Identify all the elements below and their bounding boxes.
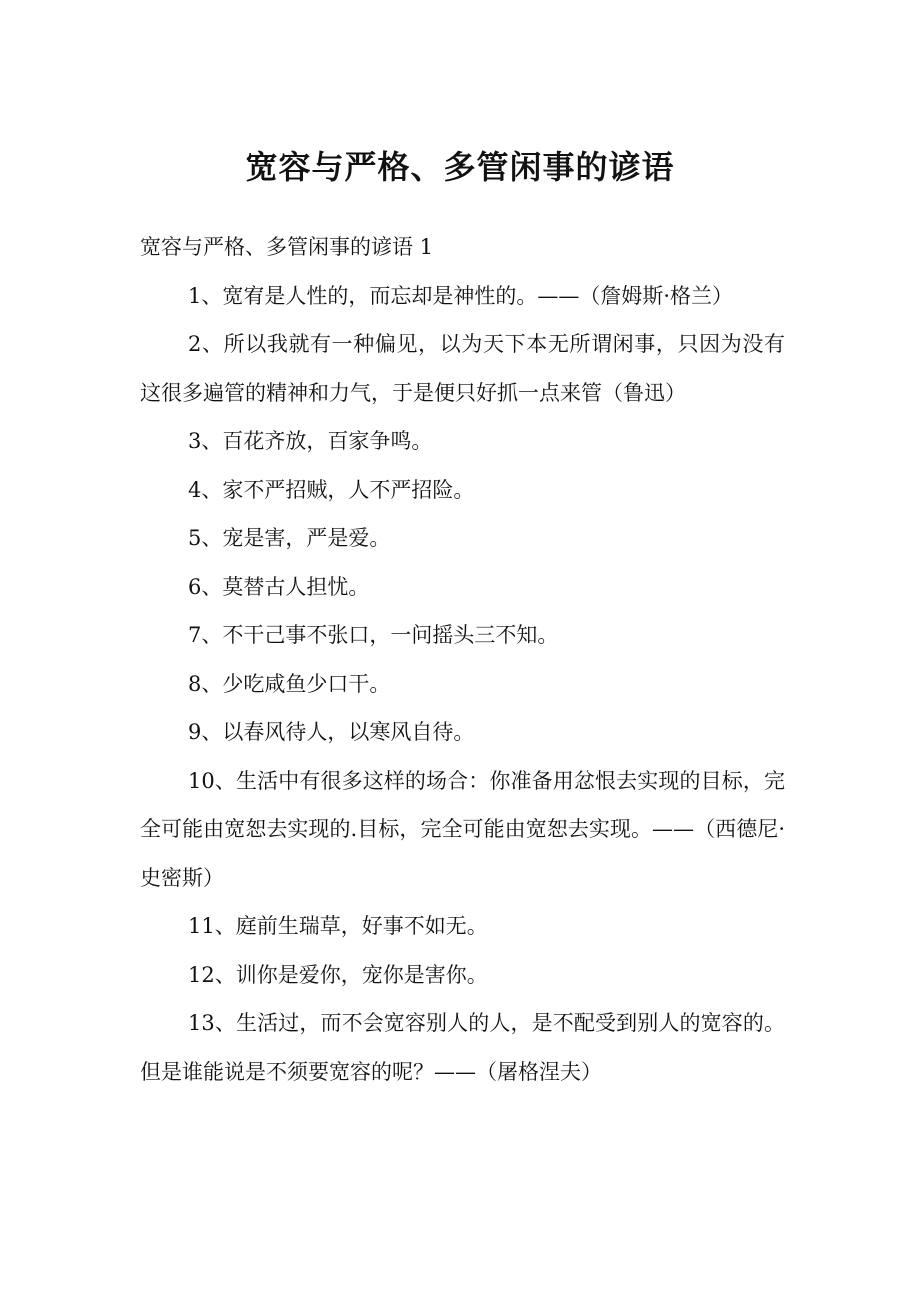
proverb-item-7: 7、不干己事不张口，一问摇头三不知。 <box>188 623 559 647</box>
document-body <box>140 223 785 1096</box>
proverb-item-6: 6、莫替古人担忧。 <box>188 574 370 599</box>
proverb-item-1: 1、宽宥是人性的，而忘却是神性的。——（詹姆斯·格兰） <box>188 283 734 308</box>
proverb-item-3: 3、百花齐放，百家争鸣。 <box>188 429 433 453</box>
proverb-item-12: 12、训你是爱你，宠你是害你。 <box>188 962 488 987</box>
proverb-item-4: 4、家不严招贼，人不严招险。 <box>188 477 475 502</box>
document-title: 宽容与严格、多管闲事的谚语 <box>245 148 675 186</box>
proverb-item-13: 13、生活过，而不会宽容别人的人，是不配受到别人的宽容的。但是谁能说是不须要宽容的呢？——（屠格涅夫） <box>140 1011 785 1084</box>
proverb-item-8: 8、少吃咸鱼少口干。 <box>188 671 391 696</box>
section-heading: 宽容与严格、多管闲事的谚语 1 <box>140 235 434 259</box>
proverb-item-2: 2、所以我就有一种偏见，以为天下本无所谓闲事，只因为没有这很多遍管的精神和力气，于是便只好抓一点来管（鲁迅） <box>140 332 785 405</box>
proverb-item-9: 9、以春风待人，以寒风自待。 <box>188 720 475 744</box>
proverb-item-10: 10、生活中有很多这样的场合：你准备用忿恨去实现的目标，完全可能由宽恕去实现的.目标，完全可能由宽恕去实现。——（西德尼·史密斯） <box>140 768 785 890</box>
proverb-item-5: 5、宠是害，严是爱。 <box>188 526 391 550</box>
proverb-item-11: 11、庭前生瑞草，好事不如无。 <box>188 914 488 938</box>
